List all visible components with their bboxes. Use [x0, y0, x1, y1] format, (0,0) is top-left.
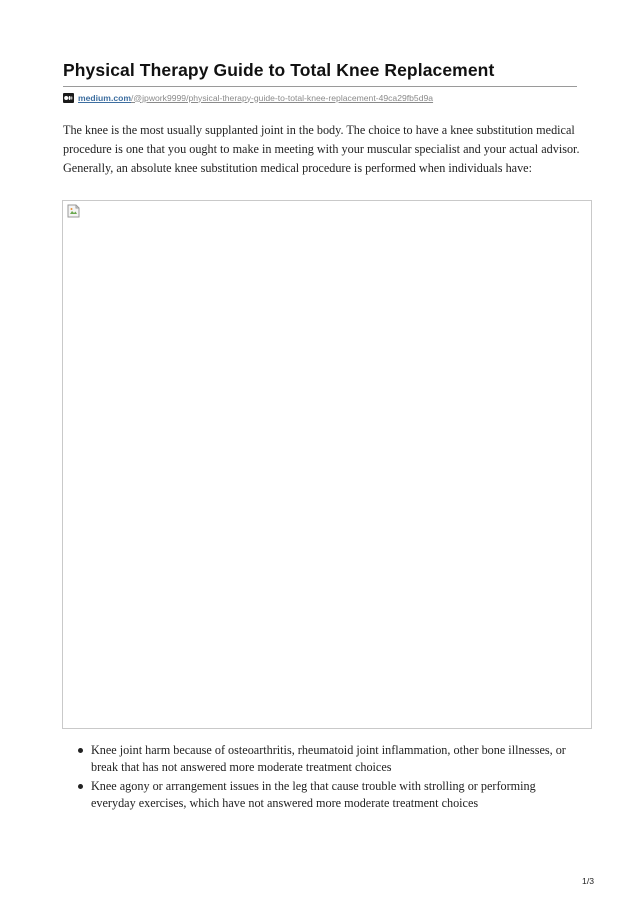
source-path[interactable]: /@jpwork9999/physical-therapy-guide-to-total-knee-replacement-49ca29fb5d9a [131, 92, 434, 103]
list-item-text: Knee joint harm because of osteoarthritis, rheumatoid joint inflammation, other bone illnesses, or break that has not answered more moderate treatment choices [91, 743, 566, 775]
article-title: Physical Therapy Guide to Total Knee Replacement [63, 60, 495, 80]
bullet-dot [78, 748, 83, 753]
source-link[interactable] [63, 91, 433, 104]
source-domain[interactable]: medium.com [78, 92, 132, 103]
bullet-list [63, 742, 583, 813]
bullet-dot [78, 784, 83, 789]
article-image [62, 200, 592, 729]
title-divider [63, 86, 577, 87]
list-item [63, 742, 583, 777]
list-item-text: Knee agony or arrangement issues in the leg that cause trouble with strolling or performing everyday exercises, which have not answered more moderate treatment choices [91, 778, 536, 810]
broken-image-icon [67, 204, 80, 218]
intro-paragraph: The knee is the most usually supplanted joint in the body. The choice to have a knee substitution medical procedure is one that you ought to make in meeting with your muscular specialist and your actual advisor. Generally, an absolute knee substitution medical procedure is performed when individuals have: [63, 123, 580, 176]
list-item [63, 778, 583, 813]
page-number: 1/3 [582, 876, 594, 886]
medium-logo-icon [63, 93, 74, 103]
